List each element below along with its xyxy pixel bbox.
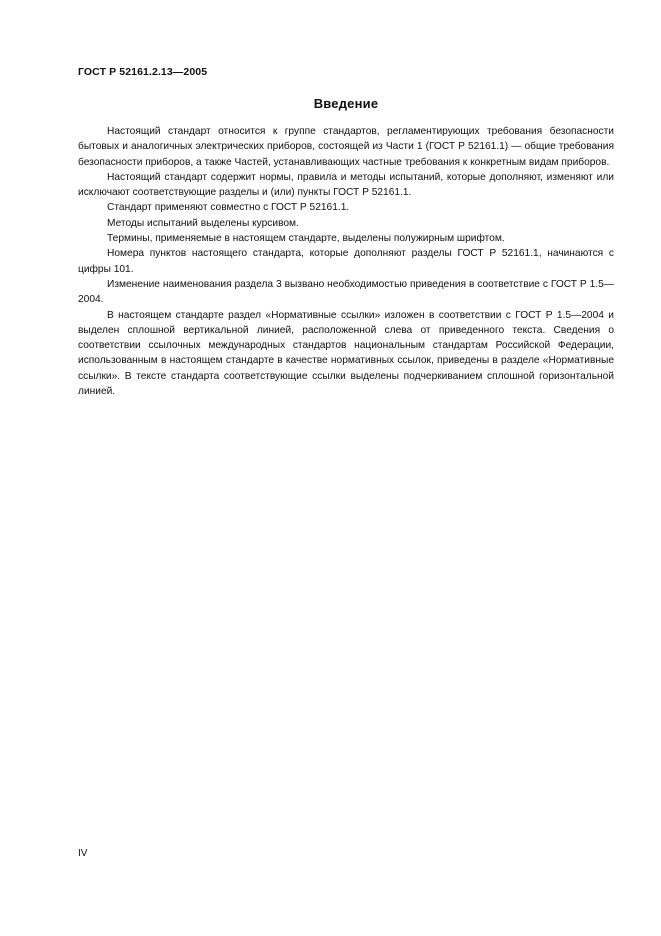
paragraph-terms: Термины, применяемые в настоящем стандарте, выделены полужирным шрифтом. [107,233,505,245]
page-number: IV [78,848,88,859]
paragraph-content: Настоящий стандарт содержит нормы, правила и методы испытаний, которые дополняют, изменяют или исключают соответствующие разделы и (или) пункты ГОСТ Р 52161.1. [78,171,614,199]
paragraph-section-rename: Изменение наименования раздела 3 вызвано необходимостью приведения в соответствие с ГОСТ Р 1.5—2004. [78,278,614,306]
section-title: Введение [313,96,379,111]
paragraph-test-methods: Методы испытаний выделены курсивом. [107,217,299,229]
paragraph-numbering: Номера пунктов настоящего стандарта, которые дополняют разделы ГОСТ Р 52161.1, начинаются с цифры 101. [78,248,614,275]
paragraph-usage: Стандарт применяют совместно с ГОСТ Р 52161.1. [107,202,350,214]
paragraph-normative-references: В настоящем стандарте раздел «Нормативные ссылки» изложен в соответствии с ГОСТ Р 1.5—2004 и выделен сплошной вертикальной линией, расположенной слева от приведенного текста. Сведения о соответствии ссылочных международных стандартов национальным стандартам Российской Федерации, использованным в настоящем стандарте в качестве нормативных ссылок, приведены в разделе «Нормативные ссылки». В тексте стандарта соответствующие ссылки выделены подчеркиванием сплошной горизонтальной линией. [78,309,614,398]
document-header: ГОСТ Р 52161.2.13—2005 [78,66,208,78]
introduction-body [78,124,614,399]
paragraph-scope: Настоящий стандарт относится к группе стандартов, регламентирующих требования безопасности бытовых и аналогичных электрических приборов, состоящей из Части 1 (ГОСТ Р 52161.1) — общие требования безопасности приборов, а также Частей, устанавливающих частные требования к конкретным видам приборов. [78,126,614,168]
